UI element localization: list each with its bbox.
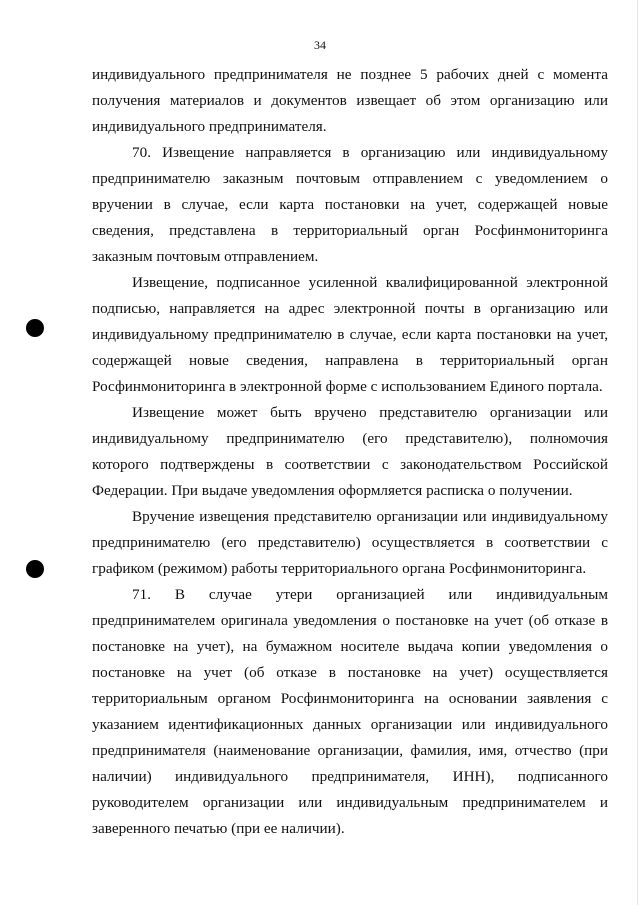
paragraph-71: 71. В случае утери организацией или индивидуальным предпринимателем оригинала уведомления о постановке на учет (об отказе в постановке на учет), на бумажном носителе выдача копии уведомления о постановке на учет (об отказе в постановке на учет) осуществляется территориальным органом Росфинмониторинга на основании заявления с указанием идентификационных данных организации или индивидуального предпринимателя (наименование организации, фамилия, имя, отчество (при наличии) индивидуального предпринимателя, ИНН), подписанного руководителем организации или индивидуальным предпринимателем и заверенного печатью (при ее наличии). bbox=[92, 586, 608, 837]
paragraph-notice-delivery: Извещение может быть вручено представителю организации или индивидуальному предпринимателю (его представителю), полномочия которого подтверждены в соответствии с законодательством Российской Федерации. При выдаче уведомления оформляется расписка о получении. bbox=[92, 404, 608, 499]
paragraph-70: 70. Извещение направляется в организацию или индивидуальному предпринимателю заказным почтовым отправлением с уведомлением о вручении в случае, если карта постановки на учет, содержащей новые сведения, представлена в территориальный орган Росфинмониторинга заказным почтовым отправлением. bbox=[92, 144, 608, 265]
paragraph-electronic-notice: Извещение, подписанное усиленной квалифицированной электронной подписью, направляется на адрес электронной почты в организацию или индивидуальному предпринимателю в случае, если карта постановки на учет, содержащей новые сведения, направлена в территориальный орган Росфинмониторинга в электронной форме с использованием Единого портала. bbox=[92, 274, 608, 395]
page-edge bbox=[637, 0, 638, 905]
punch-hole-top bbox=[26, 319, 44, 337]
page-number: 34 bbox=[314, 38, 326, 52]
paragraph-continuation: индивидуального предпринимателя не позднее 5 рабочих дней с момента получения материалов и документов извещает об этом организацию или индивидуального предпринимателя. bbox=[92, 66, 608, 135]
document-body bbox=[92, 62, 608, 842]
paragraph-delivery-schedule: Вручение извещения представителю организации или индивидуальному предпринимателю (его представителю) осуществляется в соответствии с графиком (режимом) работы территориального органа Росфинмониторинга. bbox=[92, 508, 608, 577]
punch-hole-bottom bbox=[26, 560, 44, 578]
